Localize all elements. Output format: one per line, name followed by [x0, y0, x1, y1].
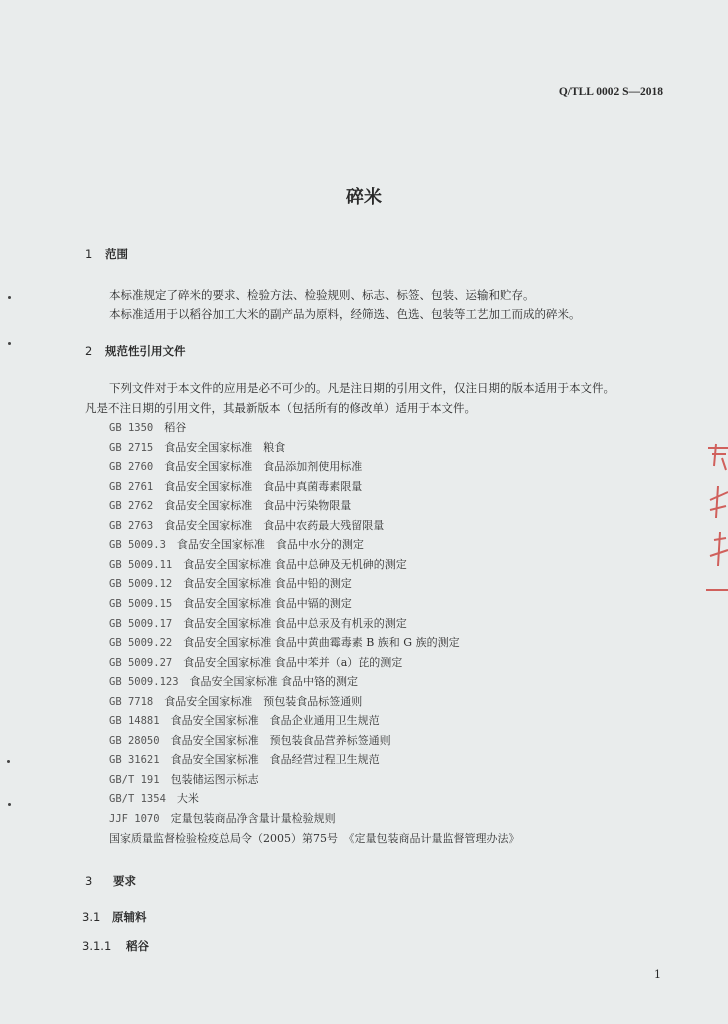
reference-code: GB 5009.3	[109, 539, 166, 552]
reference-code: GB 5009.27	[109, 656, 173, 669]
reference-title: 食品安全国家标准 食品中苯并（a）芘的测定	[183, 655, 403, 669]
section-1-title: 范围	[105, 247, 128, 261]
reference-title: 食品安全国家标准 食品添加剂使用标准	[164, 460, 363, 474]
reference-item	[109, 654, 402, 670]
reference-title: 食品安全国家标准 食品中真菌毒素限量	[164, 479, 363, 493]
reference-title: 食品安全国家标准 食品经营过程卫生规范	[170, 753, 380, 767]
section-3-1-1-number: 3.1.1	[82, 939, 112, 953]
reference-code: GB 1350	[109, 422, 154, 434]
reference-title: 国家质量监督检验检疫总局令（2005）第75号 《定量包装商品计量监督管理办法》	[109, 831, 520, 845]
reference-item	[109, 751, 380, 767]
reference-item	[109, 790, 199, 806]
reference-item	[109, 439, 285, 455]
reference-item	[109, 830, 520, 846]
reference-code: GB 5009.11	[109, 558, 173, 571]
reference-item	[109, 517, 384, 533]
reference-title: 食品安全国家标准 食品中总汞及有机汞的测定	[183, 616, 407, 630]
reference-code: GB 2763	[109, 519, 154, 532]
reference-title: 食品安全国家标准 食品中水分的测定	[176, 538, 364, 552]
reference-item	[109, 575, 352, 591]
scan-speck	[8, 803, 11, 806]
reference-item	[109, 595, 352, 611]
reference-code: GB 2762	[109, 500, 154, 513]
scan-speck	[8, 296, 11, 299]
document-title: 碎米	[346, 187, 382, 208]
reference-code: GB 5009.22	[109, 637, 173, 650]
reference-code: GB 5009.15	[109, 597, 173, 610]
section-3-1-1-title: 稻谷	[126, 939, 149, 953]
reference-code: JJF 1070	[109, 813, 160, 825]
reference-title: 食品安全国家标准 食品中农药最大残留限量	[164, 518, 385, 532]
reference-item	[109, 497, 351, 513]
reference-code: GB/T 191	[109, 773, 160, 786]
reference-code: GB 7718	[109, 695, 154, 708]
reference-title: 食品安全国家标准 预包装食品营养标签通则	[170, 733, 391, 747]
section-3-1-1-heading	[82, 938, 149, 954]
reference-title: 定量包装商品净含量计量检验规则	[170, 812, 336, 825]
section-3-title: 要求	[113, 874, 136, 888]
section-2-heading	[85, 343, 186, 359]
reference-code: GB 5009.123	[109, 676, 179, 689]
section-2-title: 规范性引用文件	[105, 344, 186, 358]
refs-intro-line-2: 凡是不注日期的引用文件，其最新版本（包括所有的修改单）适用于本文件。	[85, 401, 476, 415]
reference-code: GB 5009.12	[109, 578, 173, 591]
page-number: 1	[654, 968, 661, 981]
reference-item	[109, 673, 358, 689]
reference-code: GB 31621	[109, 754, 160, 767]
reference-item	[109, 615, 407, 631]
reference-code: GB/T 1354	[109, 793, 166, 806]
refs-intro-line-1: 下列文件对于本文件的应用是必不可少的。凡是注日期的引用文件，仅注日期的版本适用于本文件。	[109, 381, 615, 395]
reference-code: GB 2715	[109, 441, 154, 454]
reference-title: 食品安全国家标准 食品中铅的测定	[183, 577, 352, 591]
reference-title: 食品安全国家标准 预包装食品标签通则	[164, 694, 363, 708]
section-1-number: 1	[85, 247, 93, 261]
reference-title: 食品安全国家标准 食品中总砷及无机砷的测定	[183, 557, 407, 571]
reference-title: 大米	[176, 792, 199, 806]
reference-code: GB 5009.17	[109, 617, 173, 630]
reference-item	[109, 419, 186, 435]
scope-paragraph-1: 本标准规定了碎米的要求、检验方法、检验规则、标志、标签、包装、运输和贮存。	[109, 288, 535, 302]
section-3-1-title: 原辅料	[112, 910, 147, 924]
reference-item	[109, 556, 407, 572]
reference-title: 食品安全国家标准 食品中污染物限量	[164, 499, 352, 513]
reference-title: 稻谷	[164, 421, 187, 434]
reference-item	[109, 732, 391, 748]
scan-speck	[8, 342, 11, 345]
reference-title: 食品安全国家标准 粮食	[164, 440, 286, 454]
reference-item	[109, 478, 362, 494]
scope-paragraph-2: 本标准适用于以稻谷加工大米的副产品为原料，经筛选、色选、包装等工艺加工而成的碎米。	[109, 307, 581, 321]
section-3-number: 3	[85, 874, 93, 888]
reference-code: GB 14881	[109, 715, 160, 728]
reference-title: 食品安全国家标准 食品中黄曲霉毒素 B 族和 G 族的测定	[183, 636, 460, 650]
reference-item	[109, 810, 336, 826]
reference-title: 食品安全国家标准 食品企业通用卫生规范	[170, 714, 380, 728]
section-1-heading	[85, 246, 128, 262]
reference-code: GB 28050	[109, 734, 160, 747]
reference-code: GB 2760	[109, 461, 154, 474]
reference-item	[109, 458, 362, 474]
reference-item	[109, 771, 259, 787]
section-3-1-number: 3.1	[82, 910, 101, 924]
section-3-1-heading	[82, 909, 147, 925]
reference-title: 食品安全国家标准 食品中铬的测定	[189, 675, 359, 689]
reference-code: GB 2761	[109, 480, 154, 493]
reference-title: 包装储运图示标志	[170, 772, 259, 786]
reference-item	[109, 536, 364, 552]
reference-title: 食品安全国家标准 食品中镉的测定	[183, 596, 352, 610]
red-seal-stamp	[706, 440, 728, 600]
reference-item	[109, 712, 380, 728]
scan-speck	[7, 760, 10, 763]
section-2-number: 2	[85, 344, 93, 358]
standard-code: Q/TLL 0002 S—2018	[558, 86, 663, 98]
reference-item	[109, 634, 460, 650]
reference-item	[109, 693, 362, 709]
section-3-heading	[85, 873, 136, 889]
